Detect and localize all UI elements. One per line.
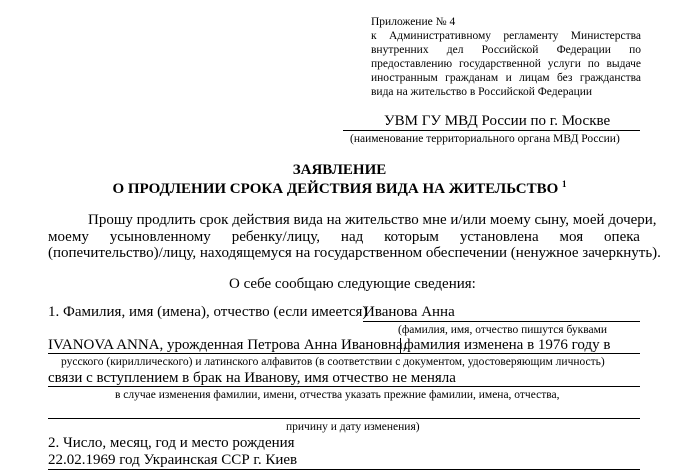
appendix-line: иностранным гражданам и лицам без гражданства — [371, 72, 641, 84]
field1-hint-line4: причину и дату изменения) — [286, 421, 420, 433]
field1-underline — [363, 321, 640, 322]
field1-value-line2a: IVANOVA ANNA, урожденная Петрова Анна Ивановна, — [48, 337, 407, 353]
request-word: над — [340, 229, 364, 245]
request-word: которым — [384, 229, 439, 245]
request-word: опека — [604, 229, 640, 245]
authority-caption: (наименование территориального органа МВД России) — [350, 133, 620, 145]
field1-value-line3: связи с вступлением в брак на Иванову, имя отчество не меняла — [48, 370, 456, 386]
field1-label: 1. Фамилия, имя (имена), отчество (если имеется) — [48, 304, 368, 320]
text-cursor — [400, 338, 401, 354]
appendix-line: предоставлению государственной услуги по выдаче — [371, 58, 641, 70]
field1-underline-4 — [48, 418, 640, 419]
request-line-3: (попечительство)/лицу, находящемуся на государственном обеспечении (ненужное зачеркнуть). — [48, 245, 661, 261]
field1-value-line2b: фамилия изменена в 1976 году в — [404, 337, 611, 353]
request-line-1: Прошу продлить срок действия вида на жительство мне и/или моему сыну, моей дочери, — [88, 212, 657, 228]
appendix-line: вида на жительство в Российской Федерации — [371, 86, 593, 98]
authority-underline — [343, 130, 640, 131]
subtitle-text: О ПРОДЛЕНИИ СРОКА ДЕЙСТВИЯ ВИДА НА ЖИТЕЛЬСТВО — [112, 181, 559, 197]
request-word: моему — [48, 229, 89, 245]
field1-hint-line1: (фамилия, имя, отчество пишутся буквами — [398, 324, 608, 336]
field1-underline-2 — [48, 353, 640, 354]
field2-underline — [48, 469, 640, 470]
document-subtitle — [0, 179, 679, 198]
request-word: ребенку/лицу, — [231, 229, 321, 245]
footnote-marker: 1 — [562, 179, 567, 189]
field2-label: 2. Число, месяц, год и место рождения — [48, 435, 295, 451]
request-word: установлена — [459, 229, 539, 245]
field1-hint-line2: русского (кириллического) и латинского алфавитов (в соответствии с документом, удостоверяющим личность) — [61, 356, 605, 368]
field1-value: Иванова Анна — [364, 304, 455, 320]
appendix-title: Приложение № 4 — [371, 16, 456, 28]
intro-text: О себе сообщаю следующие сведения: — [229, 276, 476, 292]
request-word: усыновленному — [109, 229, 211, 245]
appendix-line: к Административному регламенту Министерства — [371, 30, 641, 42]
authority-value: УВМ ГУ МВД России по г. Москве — [384, 113, 611, 129]
field1-hint-line3: в случае изменения фамилии, имени, отчества указать прежние фамилии, имена, отчества, — [115, 389, 560, 401]
appendix-line: внутренних дел Российской Федерации по — [371, 44, 641, 56]
request-word: моя — [559, 229, 584, 245]
field1-underline-3 — [48, 386, 640, 387]
document-title: ЗАЯВЛЕНИЕ — [292, 162, 387, 178]
request-line-2 — [48, 229, 640, 246]
field2-value: 22.02.1969 год Украинская ССР г. Киев — [48, 452, 298, 468]
